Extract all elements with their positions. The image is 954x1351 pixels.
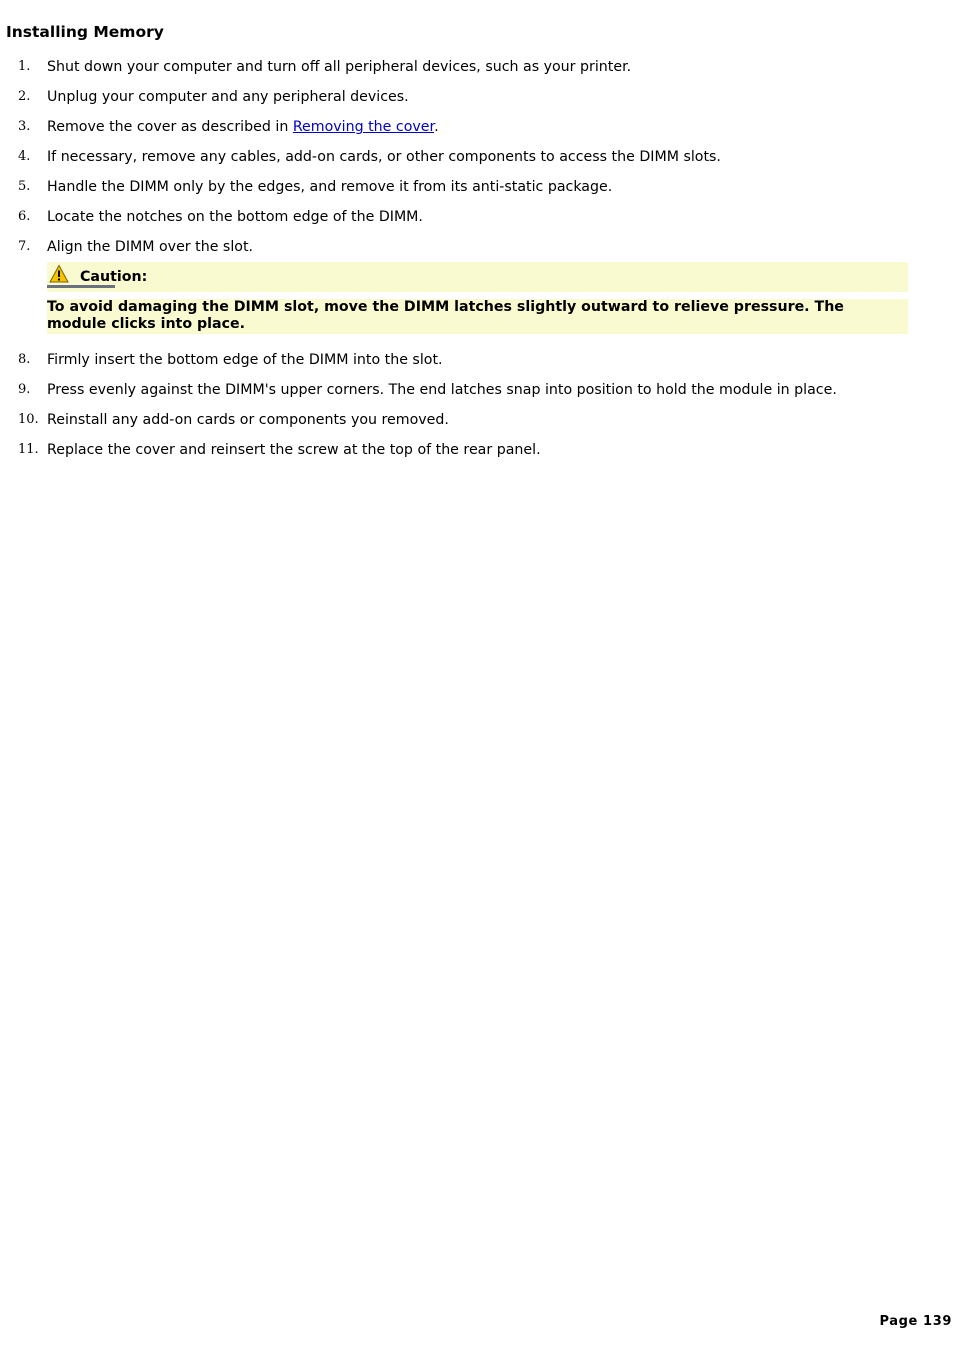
step-item (0, 237, 954, 257)
step-text: Locate the notches on the bottom edge of the DIMM. (47, 209, 423, 225)
step-item (0, 207, 954, 227)
step-text: If necessary, remove any cables, add-on cards, or other components to access the DIMM slots. (47, 149, 721, 165)
step-item (0, 117, 954, 137)
step-item (0, 440, 954, 460)
step-number: 2. (18, 89, 31, 104)
step-item (0, 177, 954, 197)
step-number: 1. (18, 59, 31, 74)
page-title: Installing Memory (6, 23, 164, 41)
caution-label: Caution: (80, 269, 148, 285)
removing-the-cover-link[interactable]: Removing the cover (292, 119, 435, 135)
step-text (47, 117, 439, 137)
step-text: Reinstall any add-on cards or components you removed. (47, 412, 449, 428)
warning-triangle-icon (49, 264, 69, 284)
step-item (0, 57, 954, 77)
step-text: Press evenly against the DIMM's upper corners. The end latches snap into position to hold the module in place. (47, 382, 837, 398)
step-item (0, 410, 954, 430)
step-text: Replace the cover and reinsert the screw at the top of the rear panel. (47, 442, 541, 458)
page-number: Page 139 (879, 1314, 952, 1329)
step-number: 10. (18, 412, 39, 427)
caution-box (47, 299, 908, 334)
step-text: Align the DIMM over the slot. (47, 239, 254, 255)
step-text: Shut down your computer and turn off all peripheral devices, such as your printer. (47, 59, 632, 75)
step-text-before-link: Remove the cover as described in (47, 119, 293, 135)
caution-header (47, 262, 908, 292)
step-item (0, 147, 954, 167)
step-number: 4. (18, 149, 31, 164)
step-number: 6. (18, 209, 31, 224)
step-text-after-link: . (434, 119, 439, 135)
step-text: Firmly insert the bottom edge of the DIMM into the slot. (47, 352, 443, 368)
step-item (0, 87, 954, 107)
step-number: 3. (18, 119, 31, 134)
step-text: Handle the DIMM only by the edges, and remove it from its anti-static package. (47, 179, 613, 195)
step-item (0, 380, 954, 400)
step-item (0, 350, 954, 370)
step-text: Unplug your computer and any peripheral devices. (47, 89, 409, 105)
step-number: 7. (18, 239, 31, 254)
step-number: 9. (18, 382, 31, 397)
step-number: 5. (18, 179, 31, 194)
step-number: 11. (18, 442, 39, 457)
caution-text: To avoid damaging the DIMM slot, move the DIMM latches slightly outward to relieve pressure. The module clicks into place. (47, 299, 844, 332)
step-number: 8. (18, 352, 31, 367)
